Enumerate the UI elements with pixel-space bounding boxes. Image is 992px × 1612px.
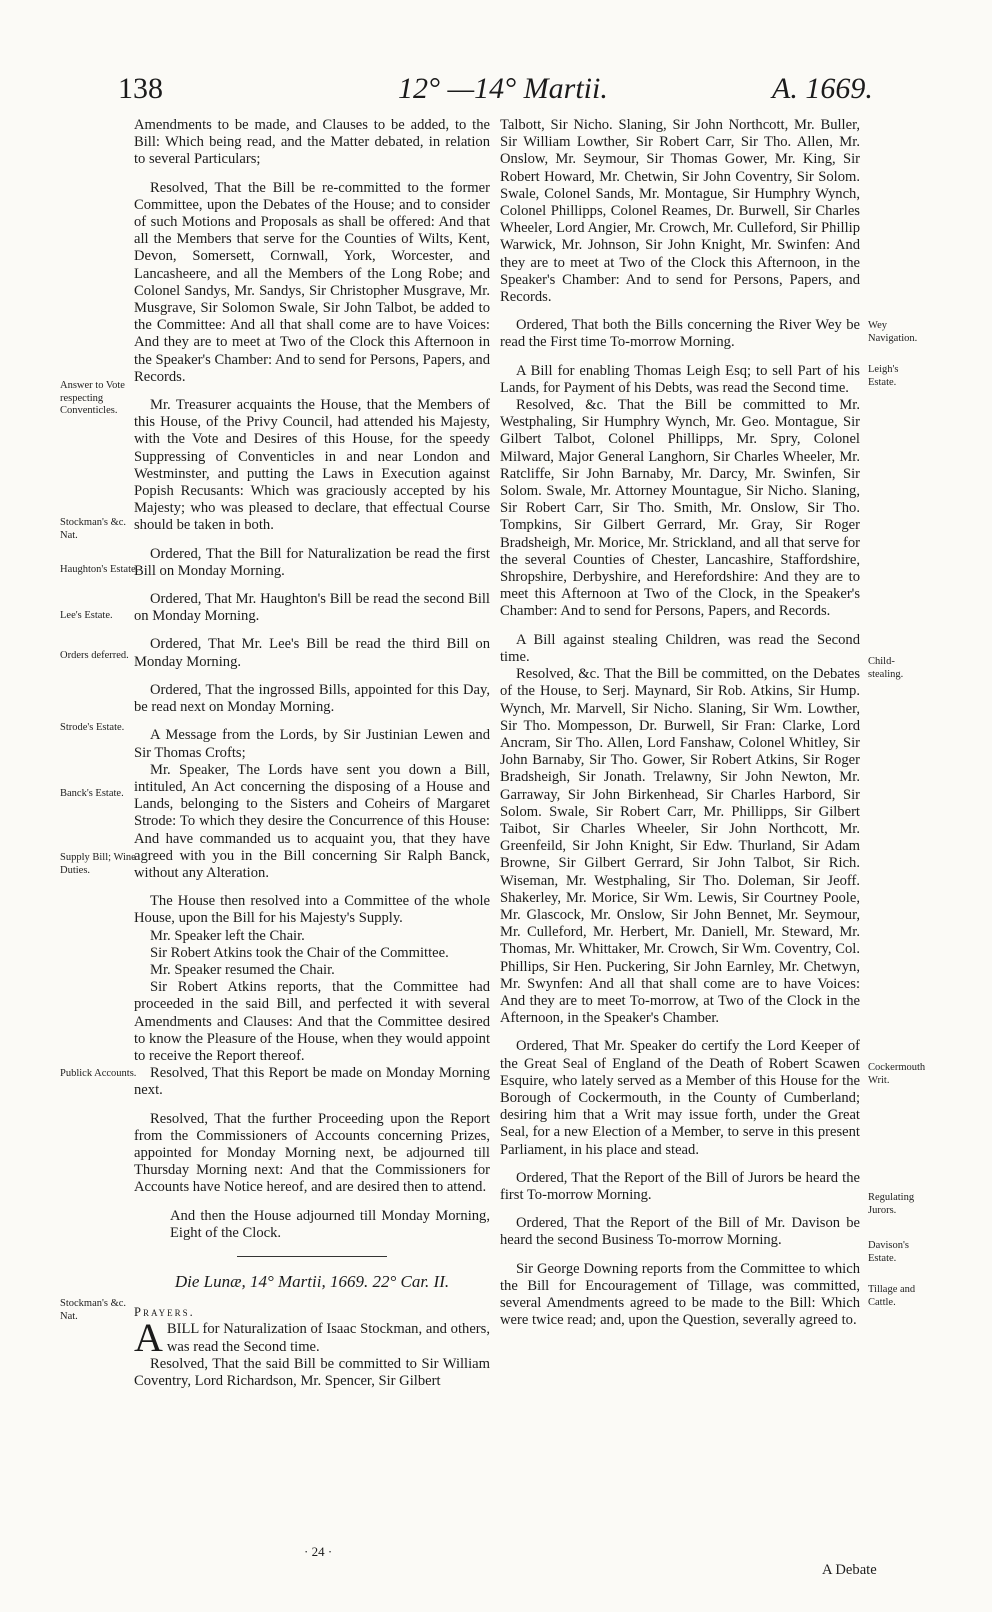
paragraph: The House then resolved into a Committee of the whole House, upon the Bill for his Majesty's Supply. <box>134 893 490 927</box>
paragraph: Mr. Speaker left the Chair. <box>150 927 305 944</box>
paragraph: Sir George Downing reports from the Committee to which the Bill for Encouragement of Tillage, was committed, several Amendments agreed to be made to the Bill: Which were twice read; and, upon the Question, severally agreed to. <box>500 1260 860 1329</box>
margin-note: Lee's Estate. <box>60 610 113 621</box>
paragraph: A Bill for enabling Thomas Leigh Esq; to sell Part of his Lands, for Payment of his Debts, was read the Second time. <box>500 362 860 396</box>
paragraph <box>134 1315 490 1361</box>
paragraph: Ordered, That the Report of the Bill of Mr. Davison be heard the second Business To-morrow Morning. <box>500 1215 860 1249</box>
page-number: 138 <box>118 72 163 105</box>
margin-note: Davison's Estate. <box>868 1240 909 1264</box>
left-column <box>134 117 490 1390</box>
margin-note: Cockermouth Writ. <box>868 1062 926 1086</box>
paragraph: Ordered, That Mr. Lee's Bill be read the third Bill on Monday Morning. <box>134 636 490 670</box>
paragraph: Resolved, &c. That the Bill be committed, on the Debates of the House, to Serj. Maynard, Sir Rob. Atkins, Sir Hump. Wynch, Mr. Marvell, Sir Nicho. Slaning, Sir Wm. Lowther, Sir Tho. Mompesson, Dr. Burwell, Sir Fran: Clarke, Lord Ancram, Sir Tho. Allen, Lord Fanshaw, Colonel Whitley, Sir John Barnaby, Sir Tho. Gower, Sir Robert Atkins, Sir Roger Bradsheigh, Sir Jonath. Trelawny, Sir John Newton, Mr. Garraway, Sir John Birkenhead, Sir Charles Harbord, Sir Solom. Swale, Sir Robert Carr, Mr. Phillipps, Sir Gilbert Taibot, Sir Charles Wheeler, Sir John Northcott, Mr. Greenfeild, Sir John Knight, Sir Edw. Thurland, Sir Adam Browne, Sir Gilbert Gerrard, Sir John Talbot, Sir Rich. Wiseman, Mr. Westphaling, Sir Tho. Doleman, Sir Jeoff. Shakerley, Mr. Morice, Sir Wm. Lewis, Sir Courtney Poole, Mr. Glascock, Mr. Onslow, Sir John Bennet, Mr. Seymour, Mr. Culleford, Mr. Herbert, Mr. Daniell, Mr. Steward, Mr. Thomas, Mr. Whittaker, Mr. Crowch, Sir Wm. Coventry, Col. Phillips, Sir Hen. Puckering, Sir John Earnley, Mr. Chetwyn, Mr. Swynfen: And all that shall come are to have Voices: And they are to meet To-morrow, at Two of the Clock in the Afternoon, in the Speaker's Chamber. <box>500 666 860 1027</box>
drop-cap: A <box>134 1315 163 1361</box>
paragraph-text: BILL for Naturalization of Isaac Stockman, and others, was read the Second time. <box>166 1321 490 1355</box>
margin-note: Child-stealing. <box>868 656 904 680</box>
margin-note: Wey Navigation. <box>868 320 918 344</box>
paragraph: Resolved, That the said Bill be committed to Sir William Coventry, Lord Richardson, Mr. Spencer, Sir Gilbert <box>134 1355 490 1389</box>
paragraph: Mr. Speaker resumed the Chair. <box>150 961 335 978</box>
paragraph: Resolved, That the Bill be re-committed to the former Committee, upon the Debates of the House; and to consider of such Motions and Proposals as shall be offered: And that all the Members that serve for the Counties of Wilts, Kent, Devon, Somersett, Cornwall, York, Worcester, and Lancasheere, and all the Members of the Long Robe; and Colonel Sandys, Mr. Sandys, Sir Christopher Musgrave, Mr. Musgrave, Sir Solomon Swale, Sir John Talbot, be added to the Committee: And all that shall come are to have Voices: And they are to meet at Two of the Clock this Afternoon in the Speaker's Chamber: And to send for Persons, Papers, and Records. <box>134 179 490 385</box>
margin-note: Strode's Estate. <box>60 722 125 733</box>
paragraph: Ordered, That the ingrossed Bills, appointed for this Day, be read next on Monday Morning. <box>134 681 490 716</box>
section-rule <box>237 1256 387 1257</box>
paragraph: Mr. Speaker, The Lords have sent you down a Bill, intituled, An Act concerning the disposing of a House and Lands, belonging to the Sisters and Coheirs of Margaret Strode: To which they desire the Concurrence of this House: And have commanded us to acquaint you, that they have agreed with you in the Bill concerning Sir Ralph Banck, without any Alteration. <box>134 761 490 881</box>
paragraph: Ordered, That Mr. Speaker do certify the Lord Keeper of the Great Seal of England of the Death of Robert Scawen Esquire, who lately served as a Member of this House for the Borough of Cockermouth, in the County of Cumberland; desiring him that a Writ may issue forth, under the Great Seal, for a new Election of a Member, to serve in this present Parliament, in his place and stead. <box>500 1038 860 1158</box>
signature-mark: · 24 · <box>304 1544 333 1559</box>
adjournment: And then the House adjourned till Monday Morning, Eight of the Clock. <box>170 1207 490 1241</box>
paragraph: Talbott, Sir Nicho. Slaning, Sir John Northcott, Mr. Buller, Sir William Lowther, Sir Robert Carr, Sir Tho. Allen, Mr. Onslow, Mr. Seymour, Sir Thomas Gower, Mr. King, Sir Robert Howard, Mr. Chetwin, Sir John Coventry, Sir Solom. Swale, Colonel Sands, Mr. Montague, Sir Humphry Wynch, Colonel Phillipps, Colonel Reames, Dr. Burwell, Sir Charles Wheeler, Lord Angier, Mr. Crowch, Mr. Culleford, Sir Phillip Warwick, Mr. Johnson, Sir John Knight, Mr. Swinfen: And they are to meet at Two of the Clock this Afternoon, in the Speaker's Chamber: And to send for Persons, Papers, and Records. <box>500 117 860 306</box>
paragraph: Resolved, That this Report be made on Monday Morning next. <box>134 1065 490 1099</box>
paragraph: Mr. Treasurer acquaints the House, that the Members of this House, of the Privy Council, had attended his Majesty, with the Vote and Desires of this House, for the speedy Suppressing of Conventicles in and near London and Westminster, and putting the Laws in Execution against Popish Recusants: Which was graciously accepted by his Majesty; who was pleased to declare, that effectual Course should be taken in both. <box>134 397 490 534</box>
running-title: 12° —14° Martii. <box>398 72 608 105</box>
right-column <box>500 117 860 1329</box>
margin-note: Haughton's Estate. <box>60 564 139 575</box>
margin-note: Stockman's &c. Nat. <box>60 1298 127 1322</box>
catchword: A Debate <box>822 1562 877 1578</box>
paragraph: Ordered, That the Report of the Bill of Jurors be heard the first To-morrow Morning. <box>500 1169 860 1203</box>
paragraph: Resolved, That the further Proceeding upon the Report from the Commissioners of Accounts concerning Prizes, appointed for Monday Morning next, be adjourned till Thursday Morning next: And that the Commissioners for Accounts have Notice hereof, and are desired then to attend. <box>134 1110 490 1196</box>
margin-note: Regulating Jurors. <box>868 1192 915 1216</box>
margin-note: Leigh's Estate. <box>868 364 899 388</box>
margin-note: Publick Accounts. <box>60 1068 137 1079</box>
paragraph: Amendments to be made, and Clauses to be added, to the Bill: Which being read, and the Matter debated, in relation to several Particulars; <box>134 117 490 168</box>
margin-note: Tillage and Cattle. <box>868 1284 916 1308</box>
paragraph: Sir Robert Atkins took the Chair of the Committee. <box>150 944 449 961</box>
paragraph: Ordered, That Mr. Haughton's Bill be read the second Bill on Monday Morning. <box>134 591 490 625</box>
year-heading: A. 1669. <box>772 72 873 105</box>
margin-note: Answer to Vote respecting Conventicles. <box>60 380 125 416</box>
margin-note: Orders deferred. <box>60 650 129 661</box>
paragraph: Ordered, That both the Bills concerning the River Wey be read the First time To-morrow Morning. <box>500 317 860 351</box>
margin-note: Banck's Estate. <box>60 788 124 799</box>
margin-note: Stockman's &c. Nat. <box>60 517 127 541</box>
paragraph: Resolved, &c. That the Bill be committed to Mr. Westphaling, Sir Humphry Wynch, Mr. Geo. Montague, Sir Gilbert Talbot, Colonel Phillipps, Mr. Spry, Colonel Milward, Major General Langhorn, Sir Charles Wheeler, Mr. Ratcliffe, Sir John Barnaby, Mr. Darcy, Mr. Swinfen, Sir Solom. Swale, Mr. Attorney Mountague, Sir Nicho. Slaning, Sir Robert Carr, Sir Tho. Smith, Mr. Onslow, Sir Tho. Tompkins, Sir Gilbert Gerrard, Mr. Gray, Sir Roger Bradsheigh, Mr. Morice, Mr. Strickland, and all that serve for the several Counties of Chester, Lancashire, Staffordshire, Shropshire, Derbyshire, and Herefordshire: And they are to meet this Afternoon at Two of the Clock, in the Speaker's Chamber: And to send for Persons, Papers, and Records. <box>500 397 860 620</box>
margin-note: Supply Bill; Wine Duties. <box>60 852 136 876</box>
paragraph: A Message from the Lords, by Sir Justinian Lewen and Sir Thomas Crofts; <box>134 727 490 761</box>
prayers-heading: Prayers. <box>134 1305 195 1320</box>
paragraph: A Bill against stealing Children, was read the Second time. <box>500 631 860 665</box>
paragraph: Sir Robert Atkins reports, that the Committee had proceeded in the said Bill, and perfected it with several Amendments and Clauses: And that the Committee desired to know the Pleasure of the House, when they would appoint to receive the Report thereof. <box>134 979 490 1064</box>
date-heading: Die Lunæ, 14° Martii, 1669. 22° Car. II. <box>174 1271 450 1291</box>
paragraph: Ordered, That the Bill for Naturalization be read the first Bill on Monday Morning. <box>134 545 490 579</box>
